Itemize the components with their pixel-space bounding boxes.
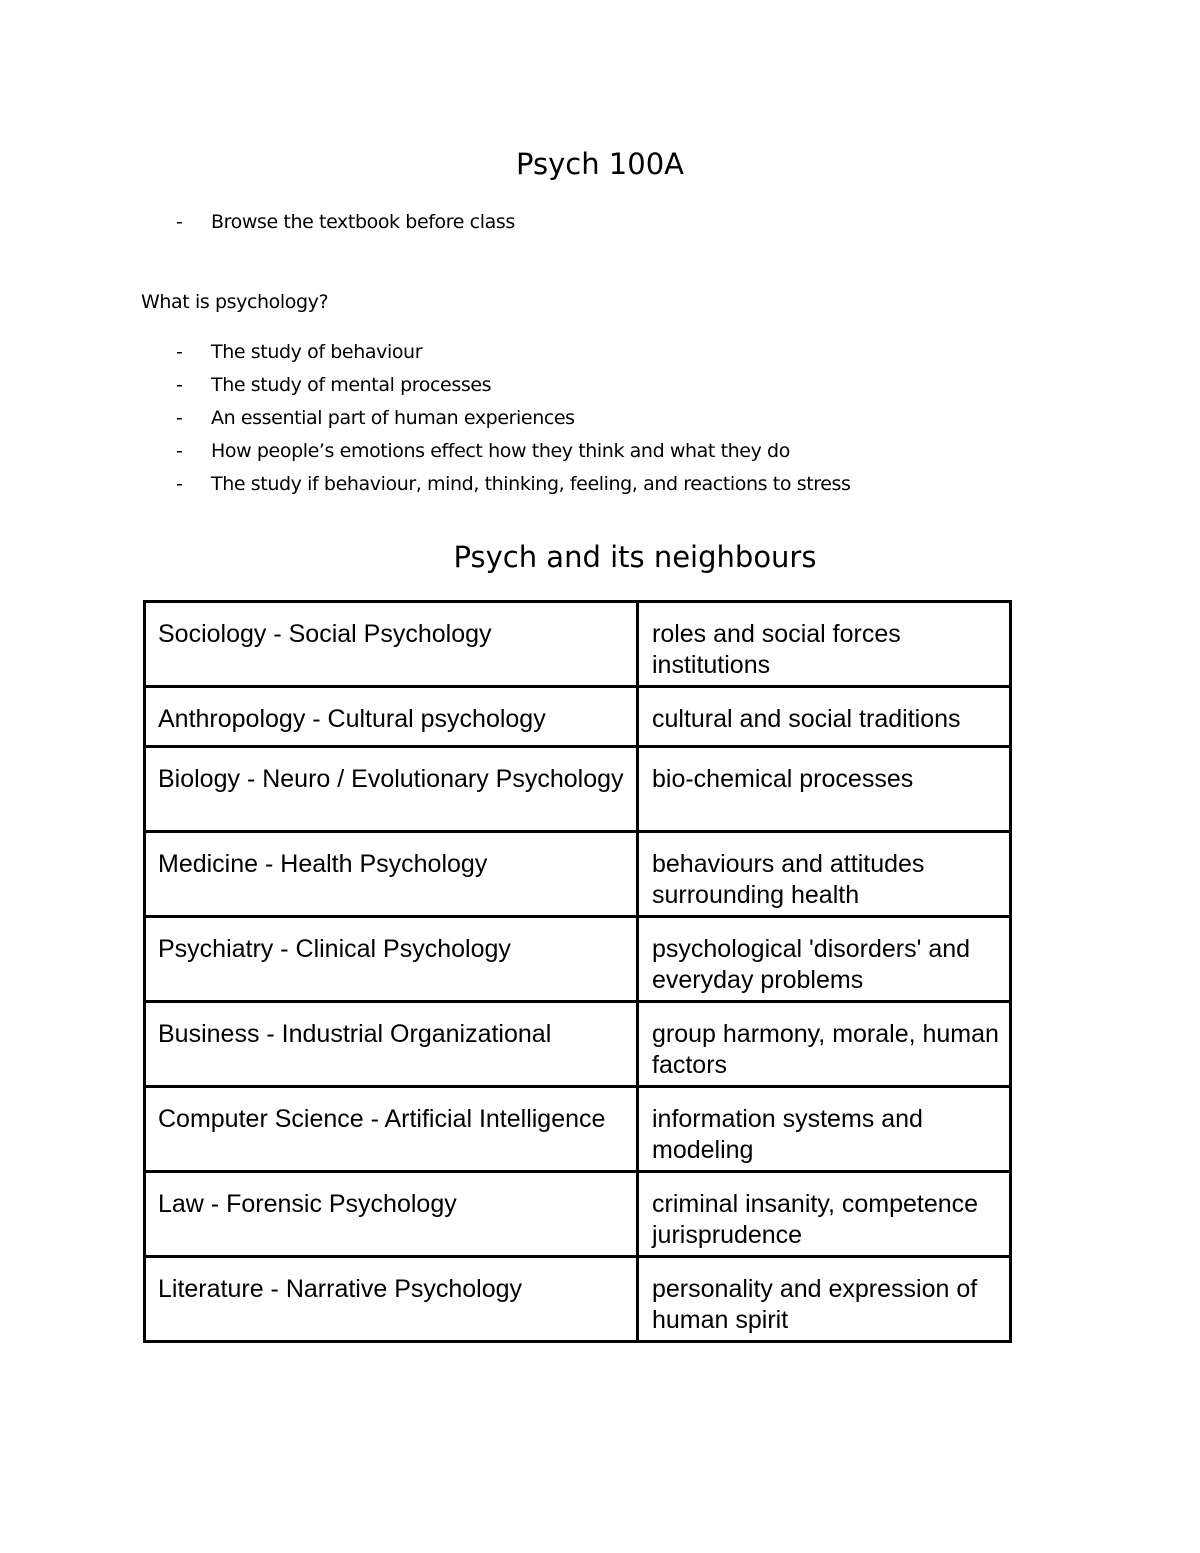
table-row (145, 1087, 1011, 1172)
table-cell-field: Business - Industrial Organizational (145, 1002, 638, 1087)
table-title: Psych and its neighbours (453, 540, 817, 574)
table-cell-field: Law - Forensic Psychology (145, 1172, 638, 1257)
table-cell-field: Sociology - Social Psychology (145, 602, 638, 687)
table-cell-focus: information systems and modeling (638, 1087, 1011, 1172)
page-title: Psych 100A (516, 147, 684, 181)
table-cell-field: Medicine - Health Psychology (145, 832, 638, 917)
table-row (145, 747, 1011, 832)
table-cell-field: Literature - Narrative Psychology (145, 1257, 638, 1342)
table-row (145, 832, 1011, 917)
table-cell-field: Psychiatry - Clinical Psychology (145, 917, 638, 1002)
table-cell-focus: bio-chemical processes (638, 747, 1011, 832)
table-cell-focus: cultural and social traditions (638, 687, 1011, 747)
bullet-dash: - (176, 341, 183, 363)
table-cell-field: Anthropology - Cultural psychology (145, 687, 638, 747)
bullet-text: The study if behaviour, mind, thinking, feeling, and reactions to stress (211, 473, 851, 495)
table-cell-focus: behaviours and attitudes surrounding health (638, 832, 1011, 917)
table-cell-focus: psychological 'disorders' and everyday problems (638, 917, 1011, 1002)
bullet-dash: - (176, 440, 183, 462)
table-cell-focus: criminal insanity, competence jurisprudence (638, 1172, 1011, 1257)
bullet-text: The study of mental processes (211, 374, 492, 396)
bullet-dash: - (176, 374, 183, 396)
neighbours-table (143, 600, 1012, 1343)
table-row (145, 1257, 1011, 1342)
table-row (145, 687, 1011, 747)
bullet-text: The study of behaviour (211, 341, 423, 363)
bullet-dash: - (176, 407, 183, 429)
bullet-text: How people’s emotions effect how they think and what they do (211, 440, 790, 462)
table-row (145, 917, 1011, 1002)
table-cell-field: Computer Science - Artificial Intelligence (145, 1087, 638, 1172)
table-cell-focus: group harmony, morale, human factors (638, 1002, 1011, 1087)
table-cell-focus: personality and expression of human spirit (638, 1257, 1011, 1342)
table-row (145, 1002, 1011, 1087)
table-cell-focus: roles and social forces institutions (638, 602, 1011, 687)
bullet-text: Browse the textbook before class (211, 211, 515, 233)
table-row (145, 602, 1011, 687)
bullet-dash: - (176, 473, 183, 495)
table-cell-field: Biology - Neuro / Evolutionary Psychology (145, 747, 638, 832)
section-question: What is psychology? (141, 291, 329, 313)
bullet-text: An essential part of human experiences (211, 407, 575, 429)
bullet-dash: - (176, 211, 183, 233)
table-row (145, 1172, 1011, 1257)
